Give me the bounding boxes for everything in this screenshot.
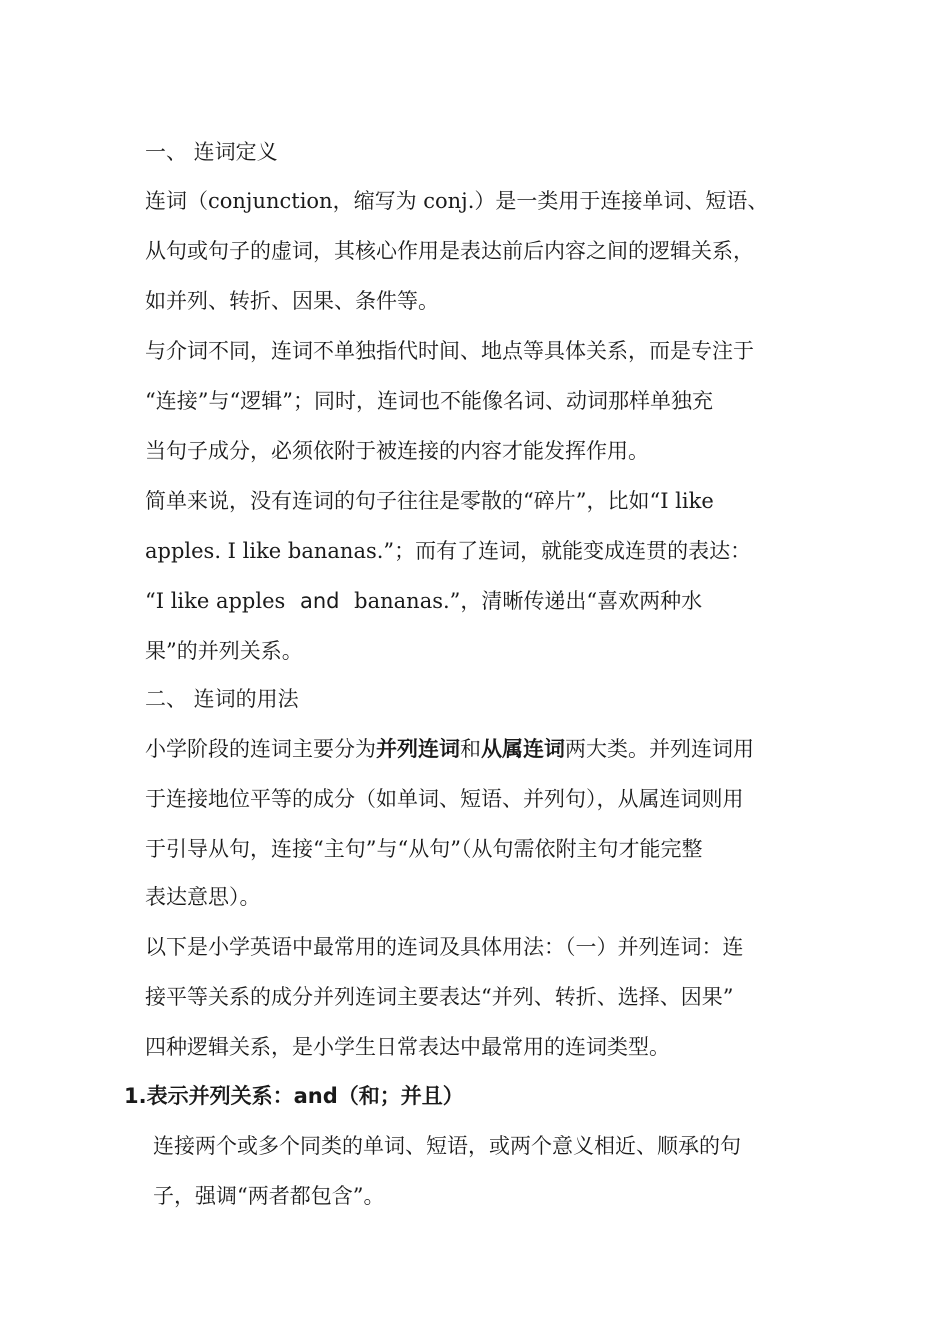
section1-p2-line3: 当句子成分，必须依附于被连接的内容才能发挥作用。 — [145, 439, 649, 463]
item1-title: 表示并列关系：and（和；并且） — [146, 1084, 464, 1108]
section1-p3-line1: 简单来说，没有连词的句子往往是零散的“碎片”，比如“I like — [145, 489, 714, 513]
section2-p2-line2: 接平等关系的成分并列连词主要表达“并列、转折、选择、因果” — [145, 985, 734, 1009]
section2-p1-line3: 于引导从句，连接“主句”与“从句”（从句需依附主句才能完整 — [145, 837, 703, 861]
item1-desc-line2: 子，强调“两者都包含”。 — [153, 1184, 385, 1208]
example-conjunction-and: and — [299, 589, 340, 613]
section1-p1-line1: 连词（conjunction，缩写为 conj.）是一类用于连接单词、短语、 — [145, 189, 769, 213]
section1-p2-line2: “连接”与“逻辑”；同时，连词也不能像名词、动词那样单独充 — [145, 389, 713, 413]
section2-p1-text-c: 和 — [460, 737, 481, 761]
item1-heading — [124, 1081, 464, 1111]
example-sentence-start: “I like apples — [145, 589, 292, 613]
section1-p3-line2: apples. I like bananas.”；而有了连词，就能变成连贯的表达： — [145, 539, 752, 563]
item1-desc-line1: 连接两个或多个同类的单词、短语，或两个意义相近、顺承的句 — [153, 1134, 741, 1158]
section2-p1-line1 — [145, 734, 754, 764]
section1-heading: 一、 连词定义 — [145, 140, 278, 164]
section2-p2-line1: 以下是小学英语中最常用的连词及具体用法：（一）并列连词：连 — [145, 935, 744, 959]
section2-p1-line2: 于连接地位平等的成分（如单词、短语、并列句），从属连词则用 — [145, 787, 744, 811]
section2-p1-text-e: 两大类。并列连词用 — [565, 737, 754, 761]
item1-number: 1. — [124, 1084, 147, 1108]
section1-p2-line1: 与介词不同，连词不单独指代时间、地点等具体关系，而是专注于 — [145, 339, 754, 363]
section1-p1-line3: 如并列、转折、因果、条件等。 — [145, 289, 439, 313]
section2-p2-line3: 四种逻辑关系，是小学生日常表达中最常用的连词类型。 — [145, 1035, 670, 1059]
section1-p3-line3 — [145, 586, 702, 616]
example-sentence-end: bananas.”，清晰传递出“喜欢两种水 — [347, 589, 703, 613]
subordinating-conjunction-term: 从属连词 — [481, 737, 565, 761]
section1-p1-line2: 从句或句子的虚词，其核心作用是表达前后内容之间的逻辑关系， — [145, 239, 754, 263]
coordinating-conjunction-term: 并列连词 — [376, 737, 460, 761]
section1-p3-line4: 果”的并列关系。 — [145, 639, 303, 663]
section2-p1-line4: 表达意思）。 — [145, 885, 261, 909]
section2-heading: 二、 连词的用法 — [145, 687, 299, 711]
section2-p1-text-a: 小学阶段的连词主要分为 — [145, 737, 376, 761]
